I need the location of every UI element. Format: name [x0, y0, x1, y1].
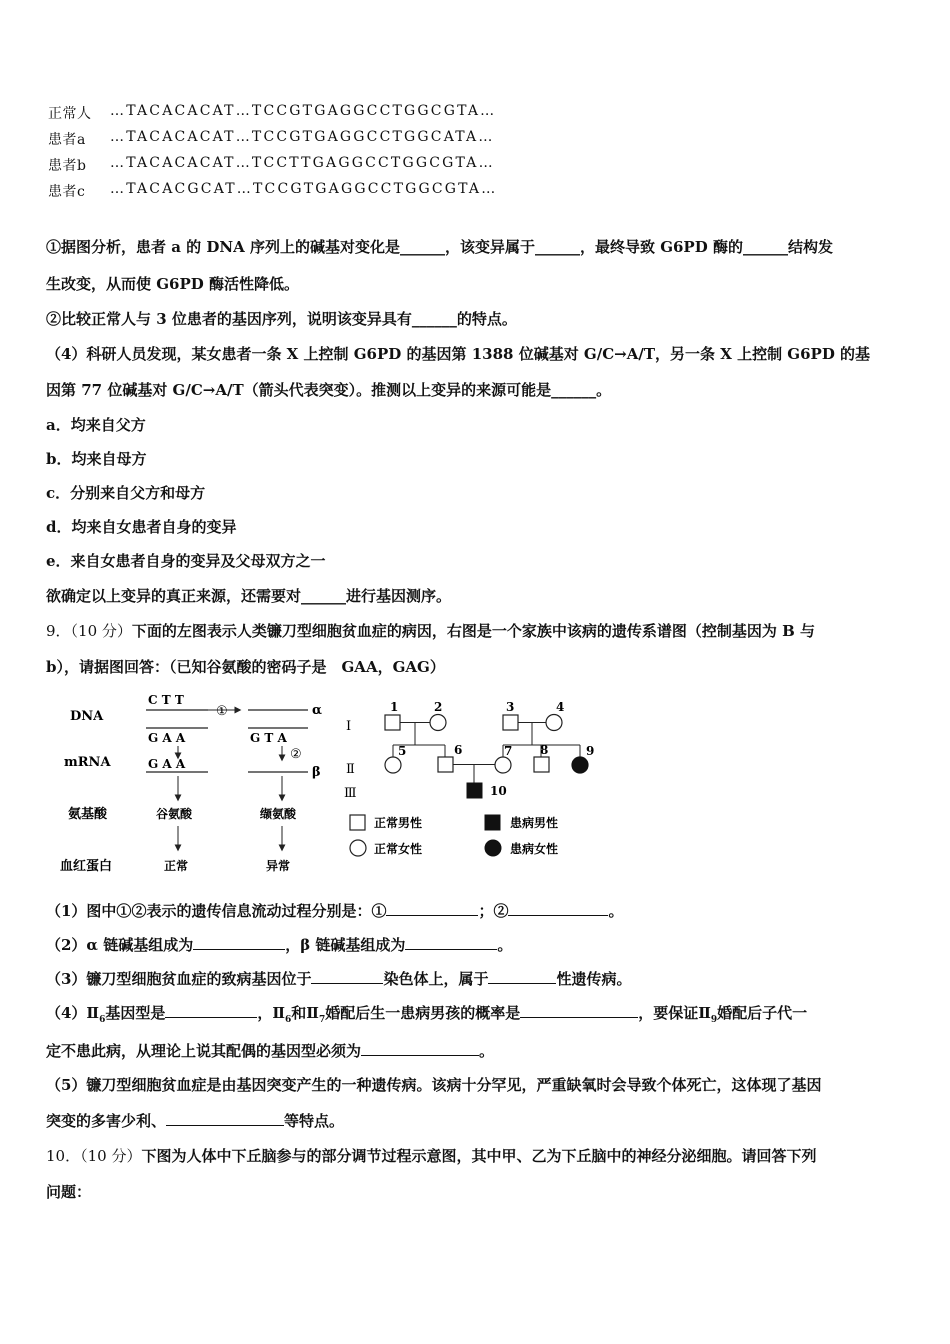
sequence-label: 患者c — [48, 184, 86, 200]
sequence-row — [48, 129, 608, 149]
individual-III10-affected-male — [467, 783, 482, 798]
pedigree-chart — [340, 695, 610, 870]
beta-label: β — [312, 765, 321, 780]
hemoglobin-normal: 正常 — [164, 859, 189, 873]
id-1: 1 — [390, 700, 399, 714]
q9-sub5-line1: （5）镰刀型细胞贫血症是由基因突变产生的一种遗传病。该病十分罕见，严重缺氧时会导致个体死亡，这体现了基因 — [46, 1076, 822, 1094]
q10-score: （10 分） — [80, 1147, 142, 1165]
q9-sub3-mid: 染色体上，属于 — [383, 970, 489, 988]
answer-blank — [508, 901, 608, 916]
individual-II7-normal-female — [495, 757, 511, 773]
legend-affected-female: 患病女性 — [510, 842, 559, 856]
q9-sub4-text: 婚配后子代一 — [717, 1004, 808, 1022]
q8-final: 欲确定以上变异的真正来源，还需要对______进行基因测序。 — [46, 587, 452, 605]
q9-sub4-line1 — [46, 1002, 807, 1025]
sequence-value: …TACACGCAT…TCCGTGAGGCCTGGCGTA… — [110, 181, 498, 197]
q8-part4-line1: （4）科研人员发现，某女患者一条 X 上控制 G6PD 的基因第 1388 位碱基对 G/C→A/T，另一条 X 上控制 G6PD 的基 — [46, 345, 871, 363]
alpha-label: α — [312, 703, 323, 718]
q9-sub2-end: 。 — [497, 936, 513, 954]
answer-blank — [361, 1041, 479, 1056]
q9-number: 9． — [46, 622, 71, 640]
q9-score: （10 分） — [70, 622, 132, 640]
q9-sub4-text: 定不患此病，从理论上说其配偶的基因型必须为 — [46, 1042, 362, 1060]
sequence-row — [48, 155, 608, 175]
amino-acid-normal: 谷氨酸 — [156, 807, 193, 821]
q9-sub1-text: （1）图中①②表示的遗传信息流动过程分别是：① — [46, 902, 387, 920]
answer-blank — [488, 969, 556, 984]
sequence-label: 患者b — [48, 158, 87, 174]
q8-part4-line2: 因第 77 位碱基对 G/C→A/T（箭头代表突变）。推测以上变异的来源可能是______。 — [46, 381, 612, 399]
individual-I2-normal-female — [430, 715, 446, 731]
id-10: 10 — [490, 784, 507, 798]
id-4: 4 — [556, 700, 565, 714]
individual-II5-normal-female — [385, 757, 401, 773]
id-3: 3 — [506, 700, 515, 714]
id-2: 2 — [434, 700, 443, 714]
q9-sub2 — [46, 934, 512, 955]
legend-affected-male-icon — [485, 815, 500, 830]
individual-I4-normal-female — [546, 715, 562, 731]
answer-blank — [520, 1003, 638, 1018]
q9-sub4-text: 基因型是 — [105, 1004, 166, 1022]
row-label-amino-acid: 氨基酸 — [68, 807, 108, 822]
legend-normal-female: 正常女性 — [374, 842, 423, 856]
q9-sub4-end: 。 — [479, 1042, 495, 1060]
q9-sub1-end: 。 — [608, 902, 624, 920]
q9-sub3-end: 性遗传病。 — [556, 970, 632, 988]
subscript: 9 — [710, 1015, 718, 1025]
legend-affected-female-icon — [485, 840, 501, 856]
q9-stem-text: 下面的左图表示人类镰刀型细胞贫血症的病因，右图是一个家族中该病的遗传系谱图（控制基因为 B 与 — [131, 622, 816, 640]
q9-stem-line2: b），请据图回答：（已知谷氨酸的密码子是 GAA，GAG） — [46, 658, 445, 676]
answer-blank — [193, 935, 285, 950]
q8-option-c: c．分别来自父方和母方 — [46, 484, 206, 502]
q9-sub2-mid: ，β 链碱基组成为 — [285, 936, 406, 954]
q8-part2: ②比较正常人与 3 位患者的基因序列，说明该变异具有______的特点。 — [46, 310, 517, 328]
answer-blank — [386, 901, 478, 916]
id-8: 8 — [540, 743, 549, 757]
step-2-label: ② — [290, 747, 302, 762]
q8-option-b: b．均来自母方 — [46, 450, 147, 468]
individual-II9-affected-female — [572, 757, 588, 773]
q8-part1-line2: 生改变，从而使 G6PD 酶活性降低。 — [46, 275, 299, 293]
q9-sub4-text: ，要保证Ⅱ — [638, 1004, 711, 1022]
subscript: 6 — [285, 1015, 292, 1025]
sequence-value: …TACACACAT…TCCTTGAGGCCTGGCGTA… — [110, 155, 495, 171]
answer-blank — [166, 1111, 284, 1126]
amino-acid-mutant: 缬氨酸 — [260, 807, 297, 821]
q9-sub5-text: 等特点。 — [284, 1112, 345, 1130]
subscript: 7 — [318, 1015, 326, 1025]
answer-blank — [311, 969, 383, 984]
id-6: 6 — [454, 743, 463, 757]
q10-stem-text: 下图为人体中下丘脑参与的部分调节过程示意图，其中甲、乙为下丘脑中的神经分泌细胞。请回答下列 — [141, 1147, 817, 1165]
individual-I3-normal-male — [503, 715, 518, 730]
sickle-cell-cause-diagram — [60, 690, 350, 880]
id-9: 9 — [586, 744, 595, 758]
q10-stem-line1 — [46, 1145, 816, 1166]
id-5: 5 — [398, 744, 407, 758]
id-7: 7 — [504, 744, 513, 758]
q9-sub4-text: ，Ⅱ — [257, 1004, 286, 1022]
answer-blank — [165, 1003, 257, 1018]
sequence-label: 患者a — [48, 132, 86, 148]
row-label-dna: DNA — [70, 709, 104, 724]
q9-sub5-text: 突变的多害少利、 — [46, 1112, 167, 1130]
q9-sub5-line2 — [46, 1110, 344, 1131]
step-1-label: ① — [216, 704, 228, 719]
q9-sub4-text: 婚配后生一患病男孩的概率是 — [325, 1004, 521, 1022]
row-label-hemoglobin: 血红蛋白 — [60, 859, 113, 874]
dna-bottom-codon: G A A — [148, 731, 186, 745]
q9-stem-line1 — [46, 620, 815, 641]
dna-top-codon: C T T — [148, 693, 184, 707]
individual-II6-normal-male — [438, 757, 453, 772]
individual-II8-normal-male — [534, 757, 549, 772]
sequence-label: 正常人 — [48, 106, 92, 122]
sequence-row — [48, 181, 608, 201]
q8-option-a: a．均来自父方 — [46, 416, 146, 434]
q9-sub1 — [46, 900, 623, 921]
q8-option-d: d．均来自女患者自身的变异 — [46, 518, 237, 536]
q9-sub4-text: （4）Ⅱ — [46, 1004, 100, 1022]
legend-normal-male-icon — [350, 815, 365, 830]
q8-part1-line1: ①据图分析，患者 a 的 DNA 序列上的碱基对变化是______，该变异属于______，最终导致 G6PD 酶的______结构发 — [46, 238, 833, 256]
subscript: 6 — [99, 1015, 106, 1025]
q10-stem-line2: 问题： — [46, 1183, 92, 1201]
q9-sub3 — [46, 968, 631, 989]
legend-normal-male: 正常男性 — [374, 816, 423, 830]
q9-sub4-line2 — [46, 1040, 494, 1061]
q9-sub3-text: （3）镰刀型细胞贫血症的致病基因位于 — [46, 970, 312, 988]
sequence-value: …TACACACAT…TCCGTGAGGCCTGGCATA… — [110, 129, 495, 145]
q10-number: 10． — [46, 1147, 81, 1165]
hemoglobin-abnormal: 异常 — [266, 859, 291, 873]
sequence-value: …TACACACAT…TCCGTGAGGCCTGGCGTA… — [110, 103, 497, 119]
generation-3-label: Ⅲ — [344, 786, 357, 801]
sequence-row — [48, 103, 608, 123]
answer-blank — [405, 935, 497, 950]
q9-sub1-mid: ；② — [478, 902, 509, 920]
q9-sub4-text: 和Ⅱ — [291, 1004, 319, 1022]
legend-normal-female-icon — [350, 840, 366, 856]
row-label-mrna: mRNA — [64, 755, 111, 770]
mutant-codon: G T A — [250, 731, 287, 745]
generation-2-label: Ⅱ — [346, 762, 355, 777]
legend-affected-male: 患病男性 — [510, 816, 559, 830]
q9-sub2-text: （2）α 链碱基组成为 — [46, 936, 194, 954]
generation-1-label: Ⅰ — [346, 719, 352, 734]
q8-option-e: e．来自女患者自身的变异及父母双方之一 — [46, 552, 326, 570]
mrna-codon: G A A — [148, 757, 186, 771]
individual-I1-normal-male — [385, 715, 400, 730]
